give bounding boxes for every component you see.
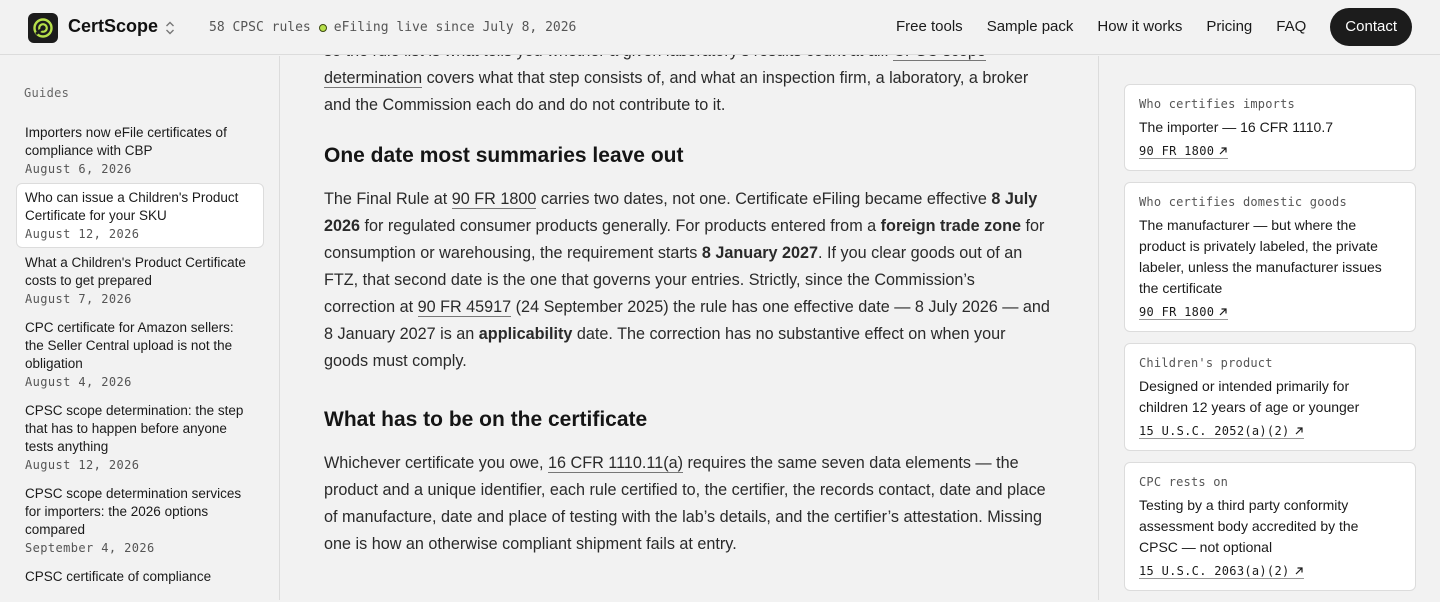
external-link-arrow-icon (1218, 307, 1228, 317)
guide-title: Importers now eFile certificates of compliance with CBP (25, 125, 227, 158)
contact-button[interactable]: Contact (1330, 8, 1412, 46)
guide-item[interactable] (16, 313, 264, 396)
top-navigation-bar (0, 0, 1440, 55)
section-heading-certificate: What has to be on the certificate (324, 408, 648, 431)
fact-label: Children's product (1139, 356, 1273, 370)
external-link-arrow-icon (1218, 146, 1228, 156)
section-heading-dates: One date most summaries leave out (324, 144, 684, 167)
fact-source-link[interactable]: 15 U.S.C. 2052(a)(2) (1139, 424, 1304, 439)
guide-item[interactable] (16, 479, 264, 562)
chevron-updown-icon[interactable] (163, 19, 177, 37)
fact-value: Testing by a third party conformity assessment body accredited by the CPSC — not optional (1139, 497, 1359, 555)
main-nav (872, 8, 1412, 46)
fact-card (1124, 343, 1416, 451)
fact-label: Who certifies domestic goods (1139, 195, 1347, 209)
cfr-1110-11-link[interactable]: 16 CFR 1110.11(a) (548, 454, 683, 472)
brand-name[interactable]: CertScope (68, 16, 159, 36)
article-panel (281, 56, 1099, 600)
external-link-arrow-icon (1294, 566, 1304, 576)
nav-faq[interactable]: FAQ (1276, 18, 1307, 35)
fact-source-link[interactable]: 90 FR 1800 (1139, 305, 1228, 320)
guide-item-active[interactable] (16, 183, 264, 248)
guide-title: CPSC scope determination services for importers: the 2026 options compared (25, 486, 242, 537)
efiling-status: eFiling live since July 8, 2026 (333, 20, 577, 35)
fact-label: Who certifies imports (1139, 97, 1295, 111)
fact-value: The importer — 16 CFR 1110.7 (1139, 119, 1334, 135)
guide-title: CPC certificate for Amazon sellers: the Seller Central upload is not the obligation (25, 320, 234, 371)
nav-how-it-works[interactable]: How it works (1097, 18, 1183, 35)
guide-title: CPSC scope determination: the step that has to happen before anyone tests anything (25, 403, 244, 454)
nav-free-tools[interactable]: Free tools (895, 18, 963, 35)
fact-source-link[interactable]: 90 FR 1800 (1139, 144, 1228, 159)
certscope-logo-icon[interactable] (28, 13, 58, 43)
guide-title: CPSC certificate of compliance (25, 569, 212, 584)
fr-45917-link[interactable]: 90 FR 45917 (417, 298, 512, 316)
guide-item[interactable] (16, 396, 264, 479)
nav-pricing[interactable]: Pricing (1206, 18, 1253, 35)
guide-item[interactable] (16, 562, 264, 593)
nav-sample-pack[interactable]: Sample pack (986, 18, 1074, 35)
live-status-dot-icon (319, 24, 327, 32)
facts-rail (1124, 84, 1416, 602)
external-link-arrow-icon (1294, 426, 1304, 436)
guides-list (16, 118, 264, 593)
guide-date: September 4, 2026 (25, 541, 155, 555)
fact-value: Designed or intended primarily for children 12 years of age or younger (1139, 378, 1360, 415)
fact-card (1124, 182, 1416, 332)
guide-date: August 6, 2026 (25, 162, 132, 176)
guide-date: August 12, 2026 (25, 458, 140, 472)
fact-card (1124, 462, 1416, 591)
certificate-paragraph: Whichever certificate you owe, 16 CFR 1110.11(a) requires the same seven data elements — the product and a unique identifier, each rule certified to, the certifier, the records contact, date and place of manufacture, date and place of testing with the lab’s details, and the certifier’s attestation. Missing one is how an otherwise compliant shipment fails at entry. (324, 454, 1046, 553)
guides-heading: Guides (24, 86, 70, 100)
fact-source-link[interactable]: 15 U.S.C. 2063(a)(2) (1139, 564, 1304, 579)
fact-label: CPC rests on (1139, 475, 1229, 489)
guide-title: Who can issue a Children's Product Certificate for your SKU (25, 190, 239, 223)
guide-date: August 4, 2026 (25, 375, 132, 389)
fr-1800-link[interactable]: 90 FR 1800 (451, 190, 537, 208)
rules-count: 58 CPSC rules (209, 20, 311, 35)
scope-determination-link[interactable]: determination (324, 42, 986, 88)
guide-title: What a Children's Product Certificate costs to get prepared (25, 255, 246, 288)
guide-item[interactable] (16, 248, 264, 313)
fact-card (1124, 84, 1416, 171)
status-strip (209, 20, 576, 35)
dates-paragraph: The Final Rule at 90 FR 1800 carries two dates, not one. Certificate eFiling became effective 8 July 2026 for regulated consumer products generally. For products entered from a foreign trade zone for consumption or warehousing, the requirement starts 8 January 2027. If you clear goods out of an FTZ, that second date is the one that governs your entries. Strictly, since the Commission’s correction at 90 FR 45917 (24 September 2025) the rule has one effective date — 8 July 2026 — and 8 January 2027 is an applicability date. The correction has no substantive effect on when your goods must comply. (324, 190, 1050, 370)
fact-value: The manufacturer — but where the product is privately labeled, the private labeler, unless the manufacturer issues the certificate (1139, 217, 1382, 296)
guides-sidebar (0, 56, 280, 600)
guide-item[interactable] (16, 118, 264, 183)
guide-date: August 7, 2026 (25, 292, 132, 306)
intro-paragraph: determination covers what that step consists of, and what an inspection firm, a laboratory, a broker and the Commission each do and do not contribute to it. (324, 38, 1050, 119)
guide-date: August 12, 2026 (25, 227, 140, 241)
